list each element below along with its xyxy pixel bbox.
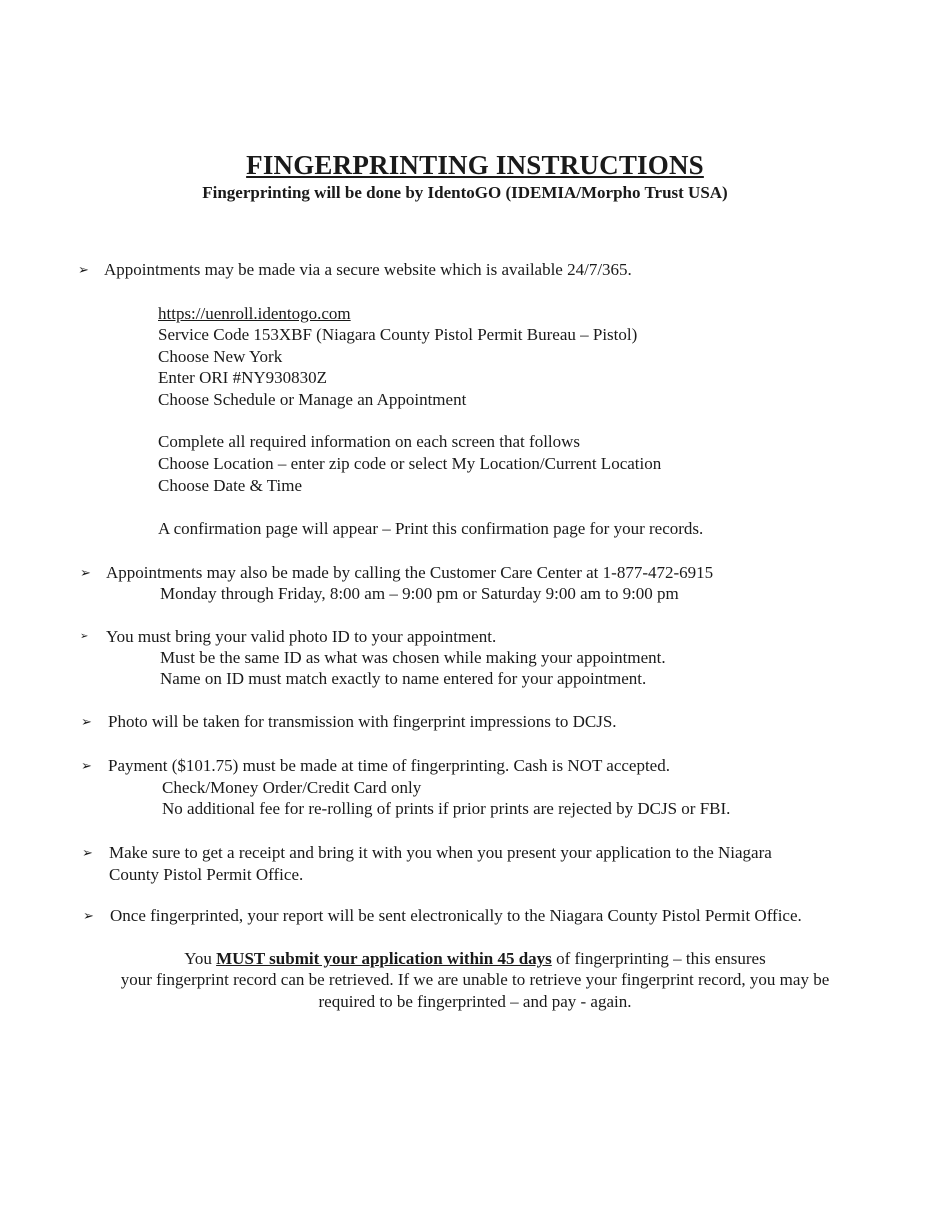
- closing-suffix: of fingerprinting – this ensures: [551, 949, 766, 968]
- payment-lead: Payment ($101.75) must be made at time of fingerprinting. Cash is NOT accepted.: [108, 756, 670, 775]
- photo-lead: Photo will be taken for transmission with fingerprint impressions to DCJS.: [108, 712, 617, 731]
- closing-prefix: You: [184, 949, 217, 968]
- phone-lead: Appointments may also be made by calling the Customer Care Center at 1-877-472-6915: [106, 563, 714, 582]
- report-lead: Once fingerprinted, your report will be sent electronically to the Niagara County Pistol Permit Office.: [110, 906, 802, 925]
- website-step: Enter ORI #NY930830Z: [158, 368, 328, 387]
- closing-line-2: your fingerprint record can be retrieved. If we are unable to retrieve your fingerprint record, you may be: [120, 970, 830, 989]
- closing-emphasis: MUST submit your application within 45 days: [216, 949, 552, 968]
- page-subtitle: Fingerprinting will be done by IdentoGO (IDEMIA/Morpho Trust USA): [202, 183, 728, 202]
- page-title: FINGERPRINTING INSTRUCTIONS: [246, 150, 704, 180]
- payment-detail: Check/Money Order/Credit Card only: [162, 778, 422, 797]
- bullet-arrow-icon: ➢: [82, 845, 93, 860]
- website-step: Complete all required information on each screen that follows: [158, 432, 581, 451]
- phone-hours: Monday through Friday, 8:00 am – 9:00 pm or Saturday 9:00 am to 9:00 pm: [160, 584, 679, 603]
- website-step: Choose Date & Time: [158, 476, 303, 495]
- payment-detail: No additional fee for re-rolling of prints if prior prints are rejected by DCJS or FBI.: [162, 799, 731, 818]
- website-step: Choose Schedule or Manage an Appointment: [158, 390, 467, 409]
- receipt-lead-cont: County Pistol Permit Office.: [109, 865, 304, 884]
- website-lead: Appointments may be made via a secure website which is available 24/7/365.: [104, 260, 632, 279]
- closing-line-3: required to be fingerprinted – and pay - again.: [318, 992, 632, 1011]
- photo-id-lead: You must bring your valid photo ID to your appointment.: [106, 627, 497, 646]
- bullet-arrow-icon: ➢: [78, 262, 89, 277]
- photo-id-detail: Must be the same ID as what was chosen while making your appointment.: [160, 648, 666, 667]
- website-step: Choose Location – enter zip code or select My Location/Current Location: [158, 454, 662, 473]
- receipt-lead: Make sure to get a receipt and bring it with you when you present your application to the Niagara: [109, 843, 772, 862]
- closing-line-1: [0, 948, 950, 970]
- confirmation-note: A confirmation page will appear – Print this confirmation page for your records.: [158, 519, 704, 538]
- bullet-arrow-icon: ➢: [81, 714, 92, 729]
- bullet-arrow-icon: ➢: [80, 631, 89, 642]
- website-step: Service Code 153XBF (Niagara County Pistol Permit Bureau – Pistol): [158, 325, 638, 344]
- bullet-arrow-icon: ➢: [81, 758, 92, 773]
- bullet-arrow-icon: ➢: [83, 908, 94, 923]
- website-step: Choose New York: [158, 347, 283, 366]
- photo-id-detail: Name on ID must match exactly to name entered for your appointment.: [160, 669, 647, 688]
- bullet-arrow-icon: ➢: [80, 565, 91, 580]
- enroll-url-link[interactable]: https://uenroll.identogo.com: [158, 304, 351, 323]
